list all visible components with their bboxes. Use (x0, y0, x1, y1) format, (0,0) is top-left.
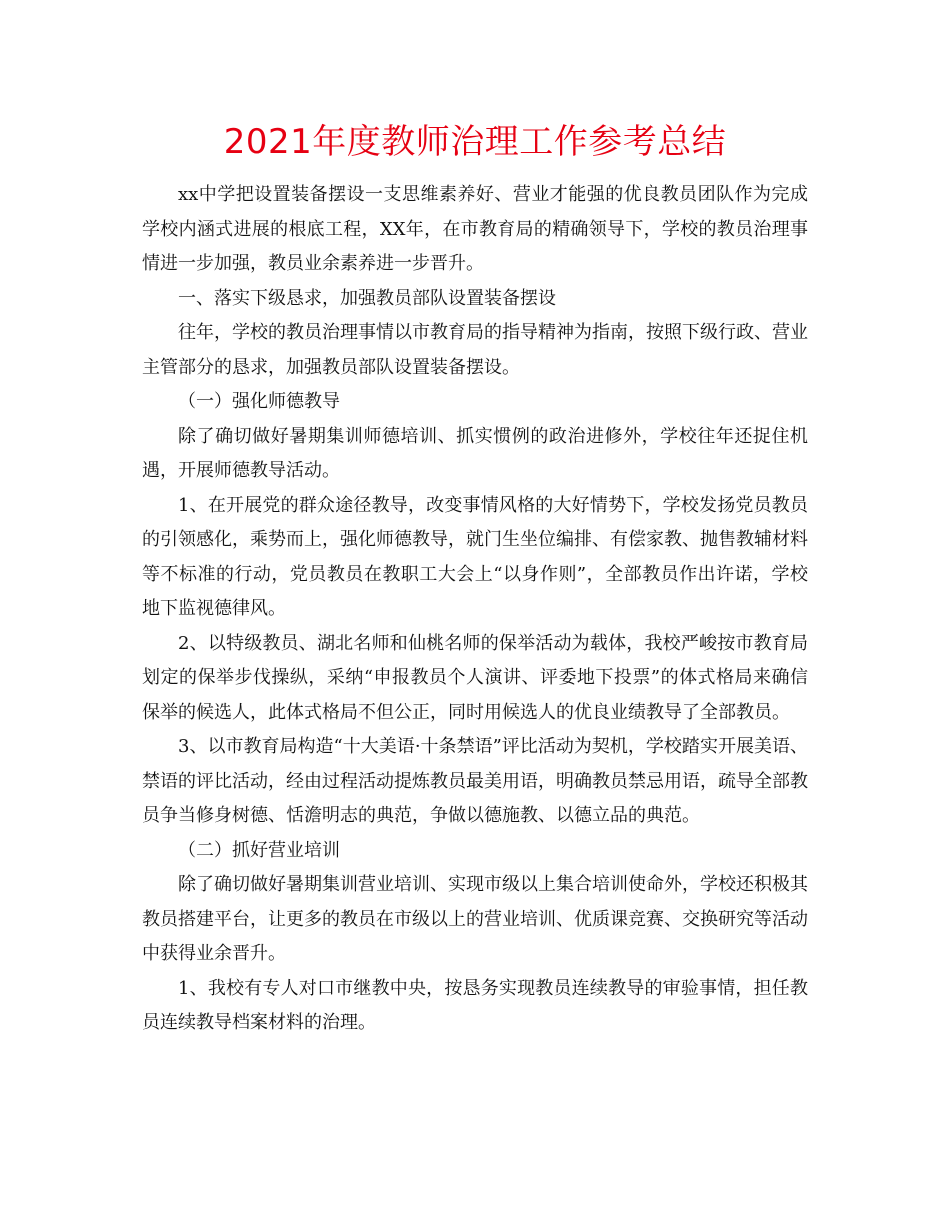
section-heading-1: 一、落实下级恳求，加强教员部队设置装备摆设 (178, 287, 556, 309)
document-title: 2021年度教师治理工作参考总结 (223, 122, 727, 162)
subsection-heading-1: （一）强化师德教导 (178, 391, 340, 412)
subsection-heading-2: （二）抓好营业培训 (178, 839, 340, 861)
paragraph-section-1: 往年，学校的教员治理事情以市教育局的指导精神为指南，按照下级行政、营业主管部分的恳求，加强教员部队设置装备摆设。 (142, 322, 808, 378)
paragraph-intro: xx中学把设置装备摆设一支思维素养好、营业才能强的优良教员团队作为完成学校内涵式进展的根底工程，XX年，在市教育局的精确领导下，学校的教员治理事情进一步加强，教员业余素养进一步晋升。 (142, 184, 808, 274)
list-item-4: 1、我校有专人对口市继教中央，按恳务实现教员连续教导的审验事情，担任教员连续教导档案材料的治理。 (142, 977, 808, 1033)
list-item-1: 1、在开展党的群众途径教导，改变事情风格的大好情势下，学校发扬党员教员的引领感化，乘势而上，强化师德教导，就门生坐位编排、有偿家教、抛售教辅材料等不标准的行动，党员教员在教职工大会上“以身作则”，全部教员作出许诺，学校地下监视德律风。 (142, 494, 808, 619)
list-item-2: 2、以特级教员、湖北名师和仙桃名师的保举活动为载体，我校严峻按市教育局划定的保举步伐操纵，采纳“申报教员个人演讲、评委地下投票”的体式格局来确信保举的候选人，此体式格局不但公正，同时用候选人的优良业绩教导了全部教员。 (142, 632, 808, 723)
paragraph-subsection-2: 除了确切做好暑期集训营业培训、实现市级以上集合培训使命外，学校还积极其教员搭建平台，让更多的教员在市级以上的营业培训、优质课竞赛、交换研究等活动中获得业余晋升。 (142, 874, 808, 964)
list-item-3: 3、以市教育局构造“十大美语·十条禁语”评比活动为契机，学校踏实开展美语、禁语的评比活动，经由过程活动提炼教员最美用语，明确教员禁忌用语，疏导全部教员争当修身树德、恬澹明志的典范，争做以德施教、以德立品的典范。 (142, 736, 808, 826)
paragraph-subsection-1: 除了确切做好暑期集训师德培训、抓实惯例的政治进修外，学校往年还捉住机遇，开展师德教导活动。 (142, 425, 808, 481)
